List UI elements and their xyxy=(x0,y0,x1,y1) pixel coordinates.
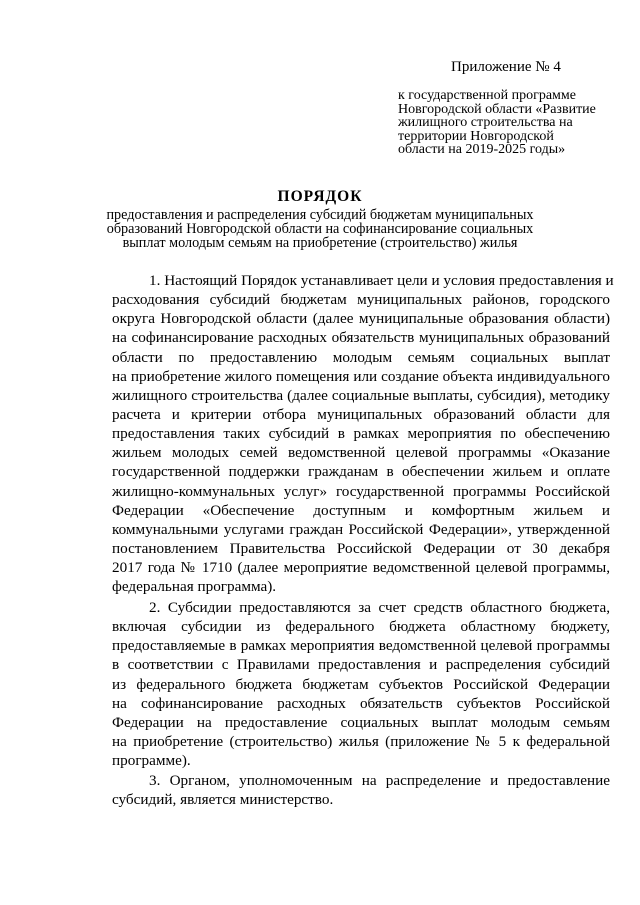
paragraph-line: 1. Настоящий Порядок устанавливает цели и условия предоставления и xyxy=(149,272,614,289)
paragraph-2 xyxy=(112,598,610,770)
paragraph-line: области по предоставлению молодым семьям социальных выплат xyxy=(112,348,610,366)
paragraph-line: на приобретение жилого помещения или создание объекта индивидуального xyxy=(112,367,610,385)
paragraph-line: жилищного строительства (далее социальные выплаты, субсидия), методику xyxy=(112,386,610,404)
paragraph-line: жильем молодых семей ведомственной целевой программы «Оказание xyxy=(112,444,610,462)
paragraph-line: предоставляемые в рамках мероприятия ведомственной целевой программы xyxy=(112,637,610,655)
paragraph-line: включая субсидии из федерального бюджета областному бюджету, xyxy=(112,618,610,636)
paragraph-line: из федерального бюджета бюджетам субъектов Российской Федерации xyxy=(112,675,610,693)
paragraph-line: на софинансирование расходных обязательств муниципальных образований xyxy=(112,329,610,347)
paragraph-1 xyxy=(112,271,614,596)
paragraph-line: коммунальными услугами граждан Российской Федерации», утвержденной xyxy=(112,520,610,538)
appendix-subtitle-line: области на 2019-2025 годы» xyxy=(398,142,566,158)
paragraph-line: 2. Субсидии предоставляются за счет средств областного бюджета, xyxy=(149,599,610,616)
paragraph-line: жилищно-коммунальных услуг» государственной программы Российской xyxy=(112,482,610,500)
document-subtitle xyxy=(0,209,640,250)
paragraph-3 xyxy=(112,771,610,809)
appendix-title: Приложение № 4 xyxy=(451,59,561,75)
appendix-subtitle-line: к государственной программе xyxy=(398,88,576,103)
paragraph-line: государственной поддержки гражданам в обеспечении жильем и оплате xyxy=(112,463,610,481)
paragraph-line: федеральная программа). xyxy=(112,578,277,596)
paragraph-line: на софинансирование расходных обязательств субъектов Российской xyxy=(112,694,610,712)
appendix-subtitle xyxy=(398,89,623,157)
paragraph-line: расчета и критерии отбора муниципальных образований области для xyxy=(112,405,610,423)
appendix-subtitle-line: территории Новгородской xyxy=(398,128,554,144)
paragraph-line: субсидий, является министерство. xyxy=(112,791,334,809)
document-title: ПОРЯДОК xyxy=(277,188,363,205)
document-subtitle-line: образований Новгородской области на софинансирование социальных xyxy=(106,220,534,237)
document-subtitle-line: выплат молодым семьям на приобретение (строительство) жилья xyxy=(122,234,518,251)
paragraph-line: 3. Органом, уполномоченным на распределение и предоставление xyxy=(149,772,610,789)
paragraph-line: предоставления таких субсидий в рамках мероприятия по обеспечению xyxy=(112,425,610,443)
paragraph-line: 2017 года № 1710 (далее мероприятие ведомственной целевой программы, xyxy=(112,559,610,577)
appendix-subtitle-line: Новгородской области «Развитие xyxy=(398,101,596,117)
paragraph-line: в соответствии с Правилами предоставления и распределения субсидий xyxy=(112,656,610,674)
paragraph-line: постановлением Правительства Российской Федерации от 30 декабря xyxy=(112,539,610,557)
paragraph-line: округа Новгородской области (далее муниципальные образования области) xyxy=(112,310,610,328)
paragraph-line: на приобретение (строительство) жилья (приложение № 5 к федеральной xyxy=(112,732,610,750)
paragraph-line: Федерации «Обеспечение доступным и комфортным жильем и xyxy=(112,501,610,519)
document-subtitle-line: предоставления и распределения субсидий бюджетам муниципальных xyxy=(106,207,534,223)
appendix-subtitle-line: жилищного строительства на xyxy=(398,115,573,131)
paragraph-line: Федерации на предоставление социальных выплат молодым семьям xyxy=(112,713,610,731)
paragraph-line: расходования субсидий бюджетам муниципальных районов, городского xyxy=(112,291,610,309)
paragraph-line: программе). xyxy=(112,752,191,770)
